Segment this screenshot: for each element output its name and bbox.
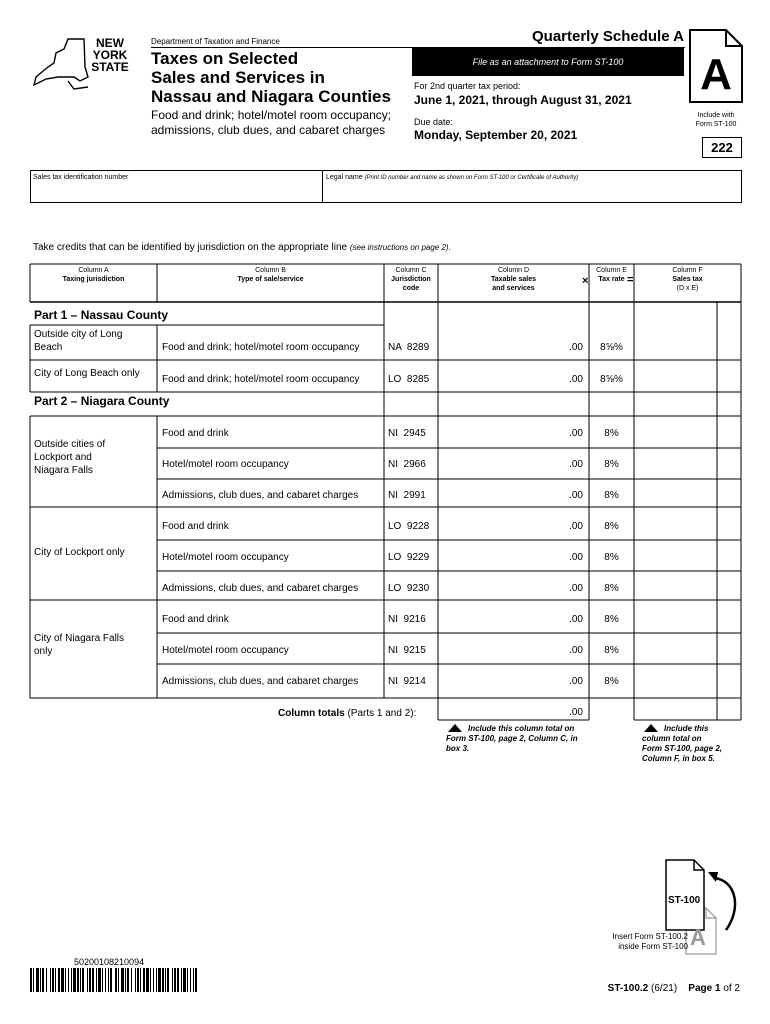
taxable-sales-field[interactable]: .00 bbox=[569, 342, 583, 353]
jurisdiction-code: LO 9230 bbox=[388, 583, 430, 594]
insert-instruction: Insert Form ST-100.2 inside Form ST-100 bbox=[612, 932, 688, 951]
taxable-sales-field[interactable]: .00 bbox=[569, 583, 583, 594]
barcode-number: 50200108210094 bbox=[74, 957, 145, 967]
taxable-sales-field[interactable]: .00 bbox=[569, 459, 583, 470]
multiply-symbol: × bbox=[582, 275, 589, 287]
tax-rate: 8% bbox=[604, 521, 619, 532]
tax-rate: 8⅝% bbox=[600, 374, 623, 385]
tax-rate: 8% bbox=[604, 645, 619, 656]
sales-tax-field[interactable] bbox=[635, 639, 716, 661]
tax-rate: 8% bbox=[604, 676, 619, 687]
column-b-header: Column B Type of sale/service bbox=[237, 267, 304, 283]
period-label: For 2nd quarter tax period: bbox=[414, 81, 521, 91]
insert-doc-letter: A bbox=[690, 925, 706, 950]
column-totals-label: Column totals (Parts 1 and 2): bbox=[278, 708, 417, 719]
form-code-box: 222 bbox=[702, 137, 742, 158]
sales-tax-field[interactable] bbox=[635, 368, 716, 390]
column-d-total-note: Include this column total on Form ST-100, page 2, Column C, in box 3. bbox=[446, 724, 578, 753]
taxable-sales-field[interactable]: .00 bbox=[569, 552, 583, 563]
jurisdiction-code: NI 2945 bbox=[388, 428, 426, 439]
sale-type: Food and drink bbox=[162, 428, 229, 439]
sales-tax-field[interactable] bbox=[635, 577, 716, 599]
sales-tax-field[interactable] bbox=[635, 546, 716, 568]
tax-rate: 8⅝% bbox=[600, 342, 623, 353]
jurisdiction-code: LO 9228 bbox=[388, 521, 430, 532]
sale-type: Hotel/motel room occupancy bbox=[162, 645, 289, 656]
form-subtitle: Food and drink; hotel/motel room occupancy; admissions, club dues, and cabaret charges bbox=[151, 108, 392, 137]
sales-tax-field[interactable] bbox=[635, 515, 716, 537]
sale-type: Admissions, club dues, and cabaret charges bbox=[162, 490, 359, 501]
sale-type: Food and drink bbox=[162, 614, 229, 625]
legal-name-label: Legal name (Print ID number and name as shown on Form ST-100 or Certificate of Authority) bbox=[326, 174, 579, 181]
taxable-sales-field[interactable]: .00 bbox=[569, 374, 583, 385]
due-date-label: Due date: bbox=[414, 117, 454, 127]
sale-type: Food and drink bbox=[162, 521, 229, 532]
tax-rate: 8% bbox=[604, 583, 619, 594]
sale-type: Hotel/motel room occupancy bbox=[162, 459, 289, 470]
jurisdiction-code: LO 8285 bbox=[388, 374, 430, 385]
form-title: Taxes on Selected Sales and Services in Nassau and Niagara Counties bbox=[151, 49, 391, 106]
part1-heading: Part 1 – Nassau County bbox=[34, 308, 169, 322]
jurisdiction-code: NI 9214 bbox=[388, 676, 426, 687]
jurisdiction-outside-long-beach: Outside city of Long Beach bbox=[34, 329, 123, 353]
sales-tax-field[interactable] bbox=[635, 608, 716, 630]
column-d-header: Column D Taxable sales and services bbox=[490, 267, 536, 292]
column-e-header: Column E Tax rate bbox=[596, 267, 627, 283]
taxable-sales-field[interactable]: .00 bbox=[569, 490, 583, 501]
tax-rate: 8% bbox=[604, 490, 619, 501]
jurisdiction-code: NI 9215 bbox=[388, 645, 426, 656]
jurisdiction-outside-lockport-niagara: Outside cities of Lockport and Niagara Falls bbox=[34, 439, 106, 476]
tax-period: June 1, 2021, through August 31, 2021 bbox=[414, 93, 632, 107]
sale-type: Food and drink; hotel/motel room occupancy bbox=[162, 374, 360, 385]
page-footer: ST-100.2 (6/21) Page 1 of 2 bbox=[607, 983, 740, 994]
column-c-header: Column C Jurisdiction code bbox=[391, 267, 431, 292]
column-a-header: Column A Taxing jurisdiction bbox=[62, 267, 125, 283]
taxable-sales-field[interactable]: .00 bbox=[569, 428, 583, 439]
due-date: Monday, September 20, 2021 bbox=[414, 128, 578, 142]
taxable-sales-field[interactable]: .00 bbox=[569, 521, 583, 532]
taxable-sales-field[interactable]: .00 bbox=[569, 614, 583, 625]
equals-symbol: = bbox=[627, 274, 634, 286]
sales-tax-field[interactable] bbox=[635, 453, 716, 475]
sale-type: Admissions, club dues, and cabaret charges bbox=[162, 676, 359, 687]
department-name: Department of Taxation and Finance bbox=[151, 37, 280, 46]
jurisdiction-long-beach: City of Long Beach only bbox=[34, 368, 140, 379]
jurisdiction-niagara-falls: City of Niagara Falls only bbox=[34, 633, 125, 657]
sales-tax-field[interactable] bbox=[635, 422, 716, 444]
part2-heading: Part 2 – Niagara County bbox=[34, 394, 170, 408]
instructions-text: Take credits that can be identified by jurisdiction on the appropriate line (see instructions on page 2). bbox=[33, 242, 451, 253]
column-f-total[interactable] bbox=[635, 700, 716, 719]
attachment-banner: File as an attachment to Form ST-100 bbox=[412, 48, 684, 76]
barcode-image bbox=[30, 968, 202, 992]
schedule-title: Quarterly Schedule A bbox=[532, 28, 684, 45]
sales-tax-field[interactable] bbox=[635, 484, 716, 506]
sales-tax-id-label: Sales tax identification number bbox=[33, 174, 129, 181]
jurisdiction-lockport: City of Lockport only bbox=[34, 547, 125, 558]
tax-rate: 8% bbox=[604, 428, 619, 439]
taxable-sales-field[interactable]: .00 bbox=[569, 645, 583, 656]
sales-tax-field[interactable] bbox=[635, 670, 716, 692]
jurisdiction-code: NI 2991 bbox=[388, 490, 426, 501]
tax-rate: 8% bbox=[604, 552, 619, 563]
jurisdiction-code: NI 2966 bbox=[388, 459, 426, 470]
jurisdiction-code: NA 8289 bbox=[388, 342, 430, 353]
schedule-letter: A bbox=[700, 50, 732, 99]
include-with-note: Include with Form ST-100 bbox=[695, 112, 737, 128]
tax-rate: 8% bbox=[604, 614, 619, 625]
column-d-total[interactable]: .00 bbox=[569, 707, 583, 718]
sale-type: Admissions, club dues, and cabaret charges bbox=[162, 583, 359, 594]
insert-doc-label: ST-100 bbox=[668, 895, 701, 906]
sale-type: Hotel/motel room occupancy bbox=[162, 552, 289, 563]
state-logo-text: NEW YORK STATE bbox=[91, 36, 129, 74]
jurisdiction-code: NI 9216 bbox=[388, 614, 426, 625]
sales-tax-field[interactable] bbox=[635, 336, 716, 358]
taxable-sales-field[interactable]: .00 bbox=[569, 676, 583, 687]
jurisdiction-code: LO 9229 bbox=[388, 552, 430, 563]
tax-rate: 8% bbox=[604, 459, 619, 470]
column-f-total-note: Include this column total on Form ST-100, page 2, Column F, in box 5. bbox=[642, 724, 723, 763]
column-f-header: Column F Sales tax (D x E) bbox=[672, 267, 703, 292]
sale-type: Food and drink; hotel/motel room occupancy bbox=[162, 342, 360, 353]
